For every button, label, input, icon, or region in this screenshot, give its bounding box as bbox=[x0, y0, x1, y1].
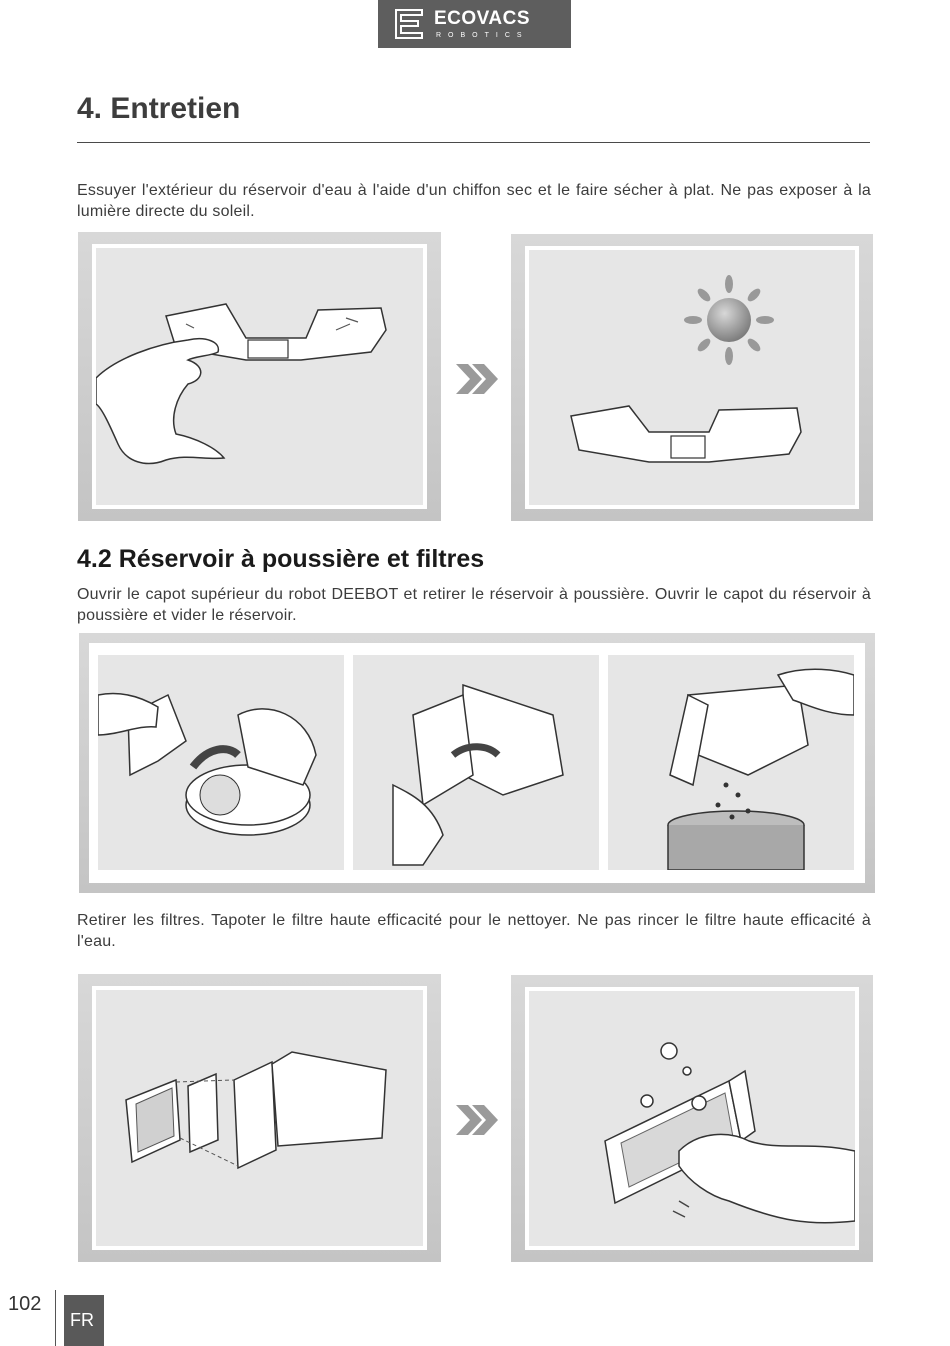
illustration-empty-dust-bin bbox=[79, 633, 875, 893]
next-step-arrow-icon bbox=[456, 1105, 500, 1135]
step-remove-dust-bin bbox=[98, 655, 344, 870]
next-step-arrow-icon bbox=[456, 364, 500, 394]
illustration-remove-filters bbox=[78, 974, 441, 1262]
page-number: 102 bbox=[8, 1293, 42, 1315]
illustration-tap-filter bbox=[511, 975, 873, 1262]
logo-subbrand-text: ROBOTICS bbox=[436, 32, 529, 39]
footer-divider bbox=[55, 1290, 56, 1346]
subsection-heading: 4.2 Réservoir à poussière et filtres bbox=[77, 545, 485, 573]
sun-icon bbox=[707, 298, 751, 342]
illustration-wipe-water-tank bbox=[78, 232, 441, 521]
filters-instructions: Retirer les filtres. Tapoter le filtre haute efficacité pour le nettoyer. Ne pas rincer le filtre haute efficacité à l'eau. bbox=[77, 912, 871, 950]
logo-brand-text: ECOVACS bbox=[434, 8, 531, 29]
dust-bin-instructions: Ouvrir le capot supérieur du robot DEEBOT et retirer le réservoir à poussière. Ouvrir le capot du réservoir à poussière et vider le réservoir. bbox=[77, 586, 871, 624]
ecovacs-logo bbox=[378, 0, 571, 48]
illustration-dry-flat-sun bbox=[511, 234, 873, 521]
title-divider bbox=[77, 142, 870, 143]
page-title: 4. Entretien bbox=[77, 92, 241, 125]
step-empty-into-bin bbox=[608, 655, 854, 870]
water-tank-instructions: Essuyer l'extérieur du réservoir d'eau à l'aide d'un chiffon sec et le faire sécher à plat. Ne pas exposer à la lumière directe du soleil. bbox=[77, 182, 871, 220]
language-tab bbox=[64, 1295, 104, 1346]
language-label: FR bbox=[70, 1310, 94, 1330]
step-open-dust-bin-lid bbox=[353, 655, 599, 870]
ecovacs-logo-icon bbox=[392, 8, 426, 40]
